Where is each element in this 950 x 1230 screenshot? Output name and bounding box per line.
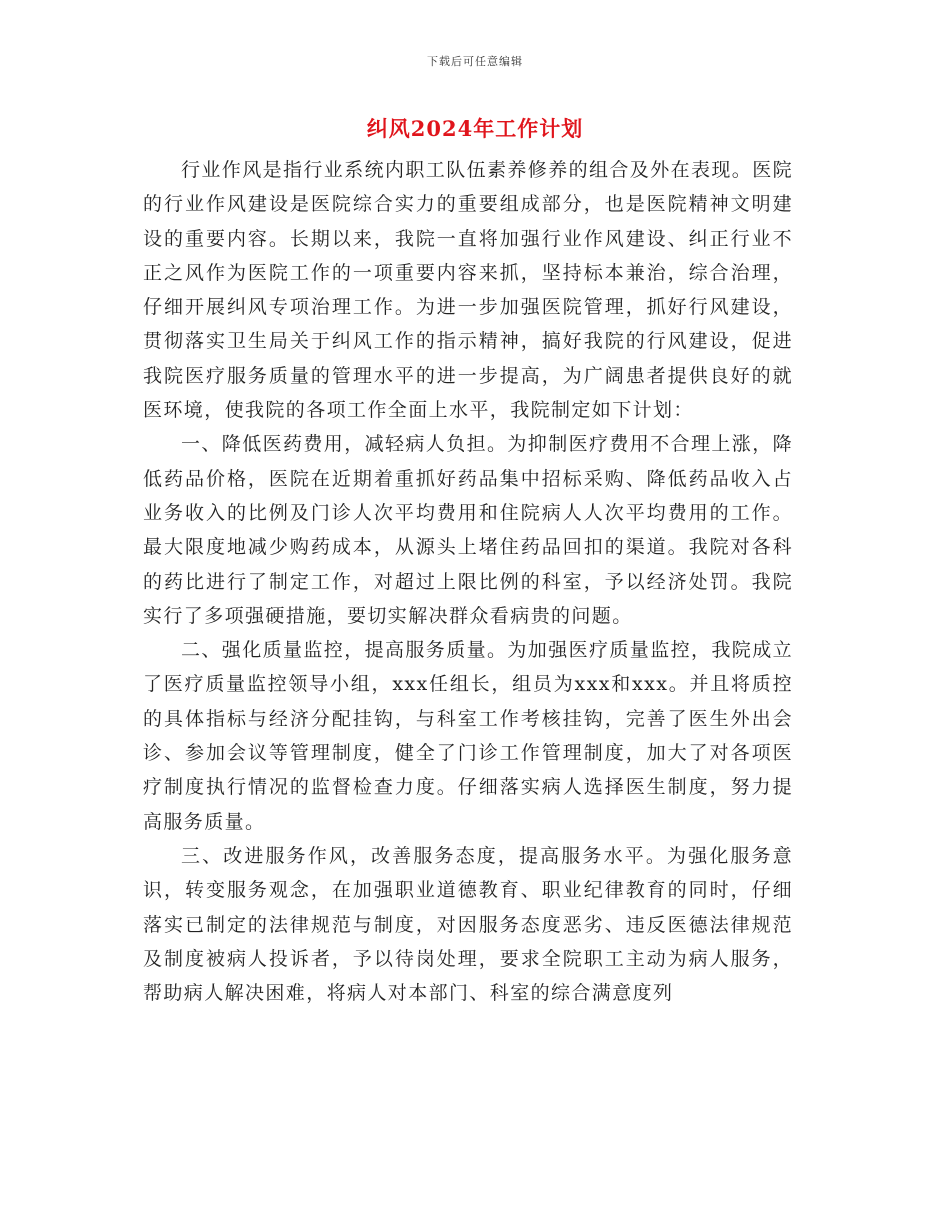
paragraph-section-3: 三、改进服务作风，改善服务态度，提高服务水平。为强化服务意识，转变服务观念，在加强职业道德教育、职业纪律教育的同时，仔细落实已制定的法律规范与制度，对因服务态度恶劣、违反医德法律规范及制度被病人投诉者，予以待岗处理，要求全院职工主动为病人服务，帮助病人解决困难，将病人对本部门、科室的综合满意度列 (143, 844, 793, 1005)
page-header-note: 下载后可任意编辑 (427, 55, 523, 68)
paragraph-section-2: 二、强化质量监控，提高服务质量。为加强医疗质量监控，我院成立了医疗质量监控领导小组，xxx任组长，组员为xxx和xxx。并且将质控的具体指标与经济分配挂钩，与科室工作考核挂钩，完善了医生外出会诊、参加会议等管理制度，健全了门诊工作管理制度，加大了对各项医疗制度执行情况的监督检查力度。仔细落实病人选择医生制度，努力提高服务质量。 (143, 639, 794, 833)
document-title: 纠风2024年工作计划 (366, 116, 584, 141)
document-body (143, 153, 793, 1010)
paragraph-section-1: 一、降低医药费用，减轻病人负担。为抑制医疗费用不合理上涨，降低药品价格，医院在近期着重抓好药品集中招标采购、降低药品收入占业务收入的比例及门诊人次平均费用和住院病人人次平均费用的工作。最大限度地减少购药成本，从源头上堵住药品回扣的渠道。我院对各科的药比进行了制定工作，对超过上限比例的科室，予以经济处罚。我院实行了多项强硬措施，要切实解决群众看病贵的问题。 (143, 433, 794, 627)
paragraph-intro: 行业作风是指行业系统内职工队伍素养修养的组合及外在表现。医院的行业作风建设是医院综合实力的重要组成部分，也是医院精神文明建设的重要内容。长期以来，我院一直将加强行业作风建设、纠正行业不正之风作为医院工作的一项重要内容来抓，坚持标本兼治，综合治理，仔细开展纠风专项治理工作。为进一步加强医院管理，抓好行风建设，贯彻落实卫生局关于纠风工作的指示精神，搞好我院的行风建设，促进我院医疗服务质量的管理水平的进一步提高，为广阔患者提供良好的就医环境，使我院的各项工作全面上水平，我院制定如下计划： (143, 159, 794, 422)
